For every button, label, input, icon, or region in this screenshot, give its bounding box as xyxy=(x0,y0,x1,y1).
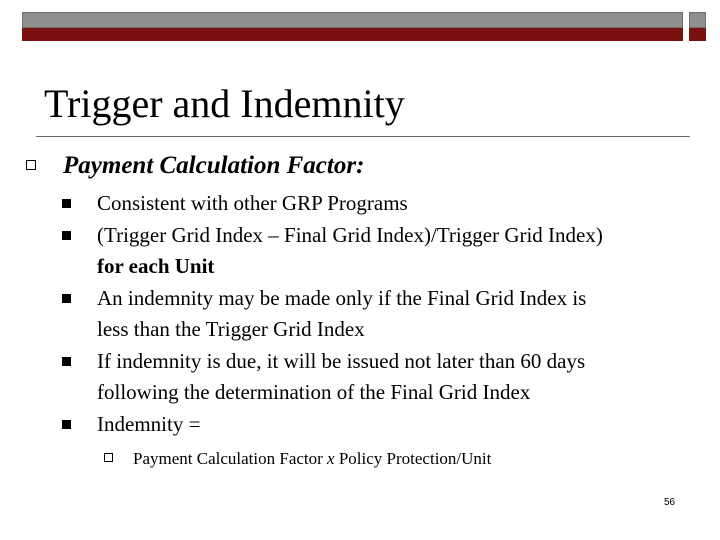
formula-left: Payment Calculation Factor xyxy=(133,449,328,468)
list-item-emphasis: for each Unit xyxy=(97,254,215,278)
page-number: 56 xyxy=(664,497,676,508)
hollow-square-bullet-icon xyxy=(26,160,36,170)
list-item xyxy=(62,346,682,409)
filled-square-bullet-icon xyxy=(62,199,71,208)
bullet-heading: Payment Calculation Factor: xyxy=(63,152,365,179)
header-band-red xyxy=(22,28,683,41)
sub-bullet-list xyxy=(62,188,682,440)
formula-right: Policy Protection/Unit xyxy=(334,449,492,468)
filled-square-bullet-icon xyxy=(62,294,71,303)
list-item-text-continued: following the determination of the Final Grid Index xyxy=(97,380,531,404)
title-divider xyxy=(36,136,690,137)
list-item-text: (Trigger Grid Index – Final Grid Index)/Trigger Grid Index) xyxy=(97,222,603,247)
list-item-text: If indemnity is due, it will be issued not later than 60 days xyxy=(97,348,586,373)
slide-title: Trigger and Indemnity xyxy=(44,81,405,126)
header-band-gray xyxy=(22,12,683,28)
list-item-text: Indemnity = xyxy=(97,411,201,436)
corner-block-red xyxy=(689,28,706,41)
filled-square-bullet-icon xyxy=(62,357,71,366)
list-item-text-continued: less than the Trigger Grid Index xyxy=(97,317,365,341)
list-item xyxy=(62,283,682,346)
filled-square-bullet-icon xyxy=(62,231,71,240)
corner-block-gray xyxy=(689,12,706,28)
list-item-text: An indemnity may be made only if the Final Grid Index is xyxy=(97,285,587,310)
formula-operator: x xyxy=(327,449,335,468)
list-item-text: Consistent with other GRP Programs xyxy=(97,191,408,215)
list-item xyxy=(62,409,682,441)
nested-bullet-text xyxy=(133,448,491,470)
filled-square-bullet-icon xyxy=(62,420,71,429)
list-item xyxy=(62,188,682,220)
list-item xyxy=(62,220,682,283)
hollow-square-bullet-icon xyxy=(104,453,113,462)
